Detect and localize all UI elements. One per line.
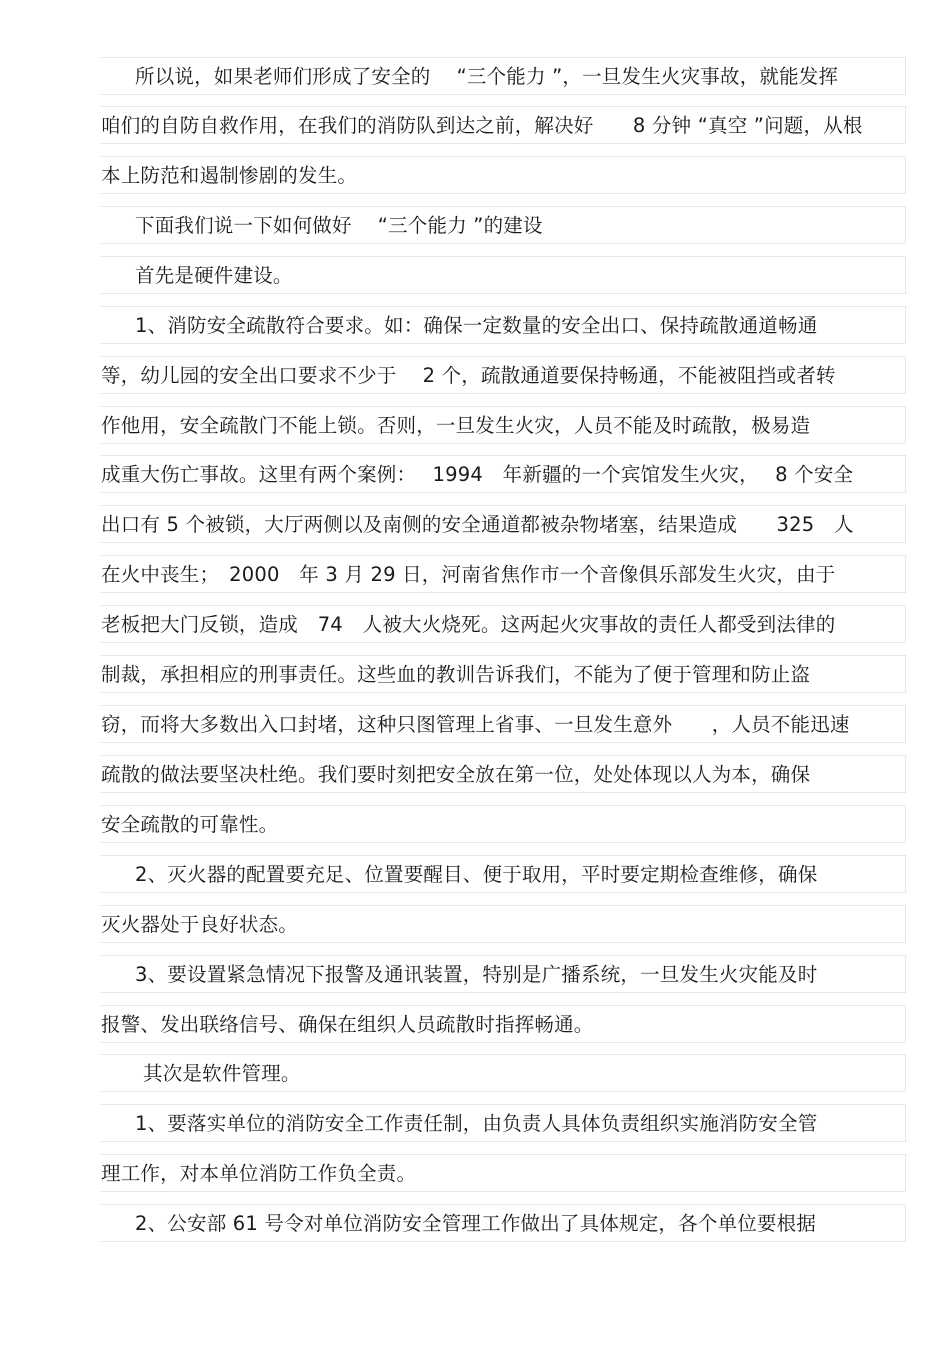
paragraph-text: 理工作，对本单位消防工作负全责。: [101, 1162, 417, 1185]
paragraph-text: 报警、发出联络信号、确保在组织人员疏散时指挥畅通。: [101, 1013, 594, 1036]
section-heading: 其次是软件管理。: [143, 1062, 301, 1085]
section-heading: 首先是硬件建设。: [135, 264, 293, 287]
text-line: [101, 855, 906, 893]
text-line: [101, 555, 906, 593]
text-line: [101, 955, 906, 993]
text-line: [101, 1005, 906, 1043]
text-line: [101, 505, 906, 543]
text-line: [101, 256, 906, 294]
paragraph-text: 2、公安部 61 号令对单位消防安全管理工作做出了具体规定，各个单位要根据: [135, 1212, 817, 1235]
paragraph-text: 窃，而将大多数出入口封堵，这种只图管理上省事、一旦发生意外 ，人员不能迅速: [101, 713, 850, 736]
paragraph-text: 安全疏散的可靠性。: [101, 813, 279, 836]
paragraph-text: 在火中丧生； 2000 年 3 月 29 日，河南省焦作市一个音像俱乐部发生火灾，由于: [101, 563, 836, 586]
text-line: [101, 455, 906, 493]
text-line: [101, 206, 906, 244]
paragraph-text: 1、要落实单位的消防安全工作责任制，由负责人具体负责组织实施消防安全管: [135, 1112, 818, 1135]
text-line: [101, 306, 906, 344]
paragraph-text: 成重大伤亡事故。这里有两个案例： 1994 年新疆的一个宾馆发生火灾， 8 个安全: [101, 463, 854, 486]
text-line: [101, 755, 906, 793]
paragraph-text: 下面我们说一下如何做好 “三个能力 ”的建设: [135, 214, 543, 237]
text-line: [101, 1154, 906, 1192]
text-line: [101, 905, 906, 943]
text-line: [101, 156, 906, 194]
text-line: [101, 356, 906, 394]
paragraph-text: 灭火器处于良好状态。: [101, 913, 299, 936]
paragraph-text: 1、消防安全疏散符合要求。如：确保一定数量的安全出口、保持疏散通道畅通: [135, 314, 818, 337]
paragraph-text: 本上防范和遏制惨剧的发生。: [101, 164, 358, 187]
paragraph-text: 3、要设置紧急情况下报警及通讯装置，特别是广播系统，一旦发生火灾能及时: [135, 963, 818, 986]
text-line: [101, 1204, 906, 1242]
text-line: [101, 106, 906, 144]
text-line: [101, 605, 906, 643]
paragraph-text: 2、灭火器的配置要充足、位置要醒目、便于取用，平时要定期检查维修，确保: [135, 863, 818, 886]
paragraph-text: 作他用，安全疏散门不能上锁。否则，一旦发生火灾，人员不能及时疏散，极易造: [101, 414, 811, 437]
text-line: [101, 1104, 906, 1142]
paragraph-text: 制裁，承担相应的刑事责任。这些血的教训告诉我们，不能为了便于管理和防止盗: [101, 663, 811, 686]
text-line: [101, 655, 906, 693]
paragraph-text: 老板把大门反锁，造成 74 人被大火烧死。这两起火灾事故的责任人都受到法律的: [101, 613, 836, 636]
paragraph-text: 所以说，如果老师们形成了安全的 “三个能力 ”，一旦发生火灾事故，就能发挥: [135, 65, 839, 88]
text-line: [101, 57, 906, 95]
paragraph-text: 等，幼儿园的安全出口要求不少于 2 个，疏散通道要保持畅通，不能被阻挡或者转: [101, 364, 836, 387]
paragraph-text: 疏散的做法要坚决杜绝。我们要时刻把安全放在第一位，处处体现以人为本，确保: [101, 763, 811, 786]
text-line: [101, 705, 906, 743]
text-line: [101, 406, 906, 444]
text-line: [101, 805, 906, 843]
paragraph-text: 出口有 5 个被锁，大厅两侧以及南侧的安全通道都被杂物堵塞，结果造成 325 人: [101, 513, 854, 536]
paragraph-text: 咱们的自防自救作用，在我们的消防队到达之前，解决好 8 分钟 “真空 ”问题，从根: [101, 114, 863, 137]
text-line: [101, 1054, 906, 1092]
